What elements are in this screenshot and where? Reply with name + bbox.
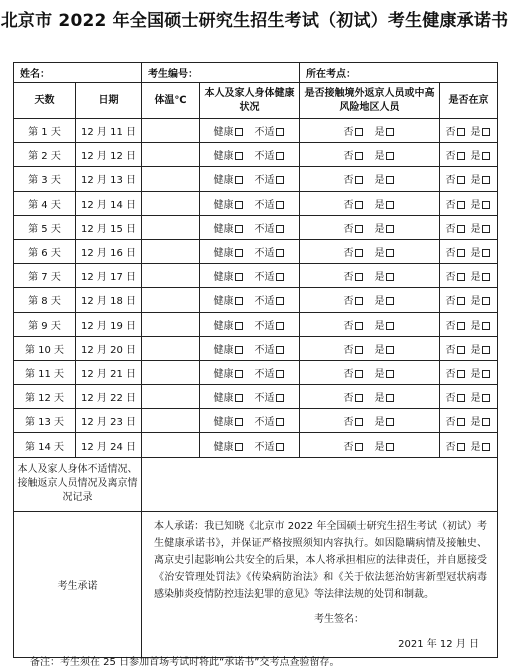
in-beijing-choice: 否 是	[440, 167, 498, 191]
unwell-checkbox[interactable]	[276, 394, 284, 402]
beijing-no-checkbox[interactable]	[457, 346, 465, 354]
contact-yes-checkbox[interactable]	[386, 418, 394, 426]
contact-yes-checkbox[interactable]	[386, 273, 394, 281]
header-contact: 是否接触境外返京人员或中高风险地区人员	[300, 83, 440, 119]
contact-choice: 否 是	[300, 239, 440, 263]
contact-choice: 否 是	[300, 360, 440, 384]
date-cell: 12 月 14 日	[76, 191, 142, 215]
in-beijing-choice: 否 是	[440, 191, 498, 215]
beijing-no-checkbox[interactable]	[457, 176, 465, 184]
date-cell: 12 月 17 日	[76, 264, 142, 288]
header-in-beijing: 是否在京	[440, 83, 498, 119]
table-row	[14, 239, 498, 263]
contact-yes-checkbox[interactable]	[386, 394, 394, 402]
health-choice: 健康 不适	[200, 409, 300, 433]
exam-site-field[interactable]: 所在考点：	[300, 63, 498, 83]
in-beijing-choice: 否 是	[440, 239, 498, 263]
contact-no-checkbox[interactable]	[355, 201, 363, 209]
promise-cell	[142, 511, 498, 657]
temperature-input[interactable]	[142, 385, 200, 409]
health-choice: 健康 不适	[200, 360, 300, 384]
beijing-no-checkbox[interactable]	[457, 225, 465, 233]
unwell-checkbox[interactable]	[276, 346, 284, 354]
beijing-no-checkbox[interactable]	[457, 418, 465, 426]
contact-choice: 否 是	[300, 191, 440, 215]
health-choice: 健康 不适	[200, 312, 300, 336]
healthy-checkbox[interactable]	[235, 128, 243, 136]
healthy-checkbox[interactable]	[235, 443, 243, 451]
contact-choice: 否 是	[300, 119, 440, 143]
health-choice: 健康 不适	[200, 143, 300, 167]
contact-no-checkbox[interactable]	[355, 418, 363, 426]
health-form-table	[13, 62, 498, 658]
contact-yes-checkbox[interactable]	[386, 346, 394, 354]
unwell-checkbox[interactable]	[276, 322, 284, 330]
contact-no-checkbox[interactable]	[355, 249, 363, 257]
in-beijing-choice: 否 是	[440, 312, 498, 336]
contact-no-checkbox[interactable]	[355, 273, 363, 281]
beijing-yes-checkbox[interactable]	[482, 394, 490, 402]
in-beijing-choice: 否 是	[440, 336, 498, 360]
table-row	[14, 288, 498, 312]
beijing-no-checkbox[interactable]	[457, 273, 465, 281]
temperature-input[interactable]	[142, 288, 200, 312]
date-cell: 12 月 13 日	[76, 167, 142, 191]
unwell-checkbox[interactable]	[276, 443, 284, 451]
in-beijing-choice: 否 是	[440, 288, 498, 312]
date-cell: 12 月 23 日	[76, 409, 142, 433]
temperature-input[interactable]	[142, 433, 200, 457]
table-row	[14, 312, 498, 336]
beijing-yes-checkbox[interactable]	[482, 370, 490, 378]
healthy-checkbox[interactable]	[235, 297, 243, 305]
contact-no-checkbox[interactable]	[355, 394, 363, 402]
beijing-yes-checkbox[interactable]	[482, 443, 490, 451]
table-row	[14, 360, 498, 384]
contact-choice: 否 是	[300, 143, 440, 167]
in-beijing-choice: 否 是	[440, 385, 498, 409]
health-choice: 健康 不适	[200, 264, 300, 288]
beijing-yes-checkbox[interactable]	[482, 225, 490, 233]
beijing-no-checkbox[interactable]	[457, 394, 465, 402]
sign-date: 2021 年 12 月 日	[398, 638, 479, 650]
beijing-no-checkbox[interactable]	[457, 297, 465, 305]
day-cell: 第 7 天	[14, 264, 76, 288]
temperature-input[interactable]	[142, 264, 200, 288]
day-cell: 第 5 天	[14, 215, 76, 239]
date-cell: 12 月 18 日	[76, 288, 142, 312]
signature-line[interactable]: 考生签名：	[314, 613, 364, 625]
date-cell: 12 月 12 日	[76, 143, 142, 167]
beijing-yes-checkbox[interactable]	[482, 249, 490, 257]
beijing-yes-checkbox[interactable]	[482, 346, 490, 354]
contact-choice: 否 是	[300, 409, 440, 433]
beijing-no-checkbox[interactable]	[457, 249, 465, 257]
date-cell: 12 月 20 日	[76, 336, 142, 360]
beijing-no-checkbox[interactable]	[457, 128, 465, 136]
unwell-checkbox[interactable]	[276, 201, 284, 209]
unwell-checkbox[interactable]	[276, 297, 284, 305]
contact-yes-checkbox[interactable]	[386, 249, 394, 257]
beijing-yes-checkbox[interactable]	[482, 128, 490, 136]
contact-yes-checkbox[interactable]	[386, 176, 394, 184]
health-choice: 健康 不适	[200, 336, 300, 360]
in-beijing-choice: 否 是	[440, 360, 498, 384]
unwell-checkbox[interactable]	[276, 128, 284, 136]
contact-no-checkbox[interactable]	[355, 225, 363, 233]
in-beijing-choice: 否 是	[440, 433, 498, 457]
in-beijing-choice: 否 是	[440, 119, 498, 143]
day-cell: 第 10 天	[14, 336, 76, 360]
table-row	[14, 167, 498, 191]
day-cell: 第 2 天	[14, 143, 76, 167]
in-beijing-choice: 否 是	[440, 264, 498, 288]
healthy-checkbox[interactable]	[235, 394, 243, 402]
contact-no-checkbox[interactable]	[355, 128, 363, 136]
beijing-yes-checkbox[interactable]	[482, 297, 490, 305]
contact-choice: 否 是	[300, 385, 440, 409]
table-row	[14, 385, 498, 409]
health-choice: 健康 不适	[200, 167, 300, 191]
contact-yes-checkbox[interactable]	[386, 443, 394, 451]
unwell-checkbox[interactable]	[276, 418, 284, 426]
day-cell: 第 4 天	[14, 191, 76, 215]
note-field[interactable]	[142, 457, 498, 511]
beijing-yes-checkbox[interactable]	[482, 322, 490, 330]
table-row	[14, 143, 498, 167]
name-field[interactable]: 姓名：	[14, 63, 142, 83]
temperature-input[interactable]	[142, 360, 200, 384]
day-cell: 第 12 天	[14, 385, 76, 409]
temperature-input[interactable]	[142, 409, 200, 433]
table-row	[14, 215, 498, 239]
healthy-checkbox[interactable]	[235, 176, 243, 184]
healthy-checkbox[interactable]	[235, 346, 243, 354]
temperature-input[interactable]	[142, 336, 200, 360]
temperature-input[interactable]	[142, 143, 200, 167]
contact-choice: 否 是	[300, 167, 440, 191]
contact-no-checkbox[interactable]	[355, 322, 363, 330]
contact-choice: 否 是	[300, 215, 440, 239]
contact-choice: 否 是	[300, 336, 440, 360]
contact-choice: 否 是	[300, 264, 440, 288]
beijing-no-checkbox[interactable]	[457, 201, 465, 209]
contact-yes-checkbox[interactable]	[386, 322, 394, 330]
beijing-yes-checkbox[interactable]	[482, 418, 490, 426]
table-row	[14, 336, 498, 360]
date-cell: 12 月 16 日	[76, 239, 142, 263]
unwell-checkbox[interactable]	[276, 225, 284, 233]
contact-choice: 否 是	[300, 312, 440, 336]
unwell-checkbox[interactable]	[276, 152, 284, 160]
beijing-yes-checkbox[interactable]	[482, 273, 490, 281]
table-row	[14, 191, 498, 215]
table-row	[14, 119, 498, 143]
healthy-checkbox[interactable]	[235, 249, 243, 257]
temperature-input[interactable]	[142, 215, 200, 239]
beijing-no-checkbox[interactable]	[457, 370, 465, 378]
promise-label: 考生承诺	[14, 511, 142, 657]
in-beijing-choice: 否 是	[440, 215, 498, 239]
day-cell: 第 6 天	[14, 239, 76, 263]
header-temperature: 体温℃	[142, 83, 200, 119]
beijing-no-checkbox[interactable]	[457, 443, 465, 451]
health-choice: 健康 不适	[200, 119, 300, 143]
contact-no-checkbox[interactable]	[355, 443, 363, 451]
unwell-checkbox[interactable]	[276, 249, 284, 257]
note-row	[14, 457, 498, 511]
promise-text: 本人承诺：我已知晓《北京市 2022 年全国硕士研究生招生考试（初试）考生健康承诺书》，并保证严格按照须知内容执行。如因隐瞒病情及接触史、离京史引起影响公共安全的后果，本人将承担相应的法律责任，并自愿接受《治安管理处罚法》《传染病防治法》和《关于依法惩治妨害新型冠状病毒感染肺炎疫情防控违法犯罪的意见》等法律法规的处罚和制裁。	[154, 520, 487, 600]
footnote: 备注：考生须在 25 日参加首场考试时将此“承诺书”交考点查验留存。	[30, 657, 340, 668]
healthy-checkbox[interactable]	[235, 370, 243, 378]
healthy-checkbox[interactable]	[235, 152, 243, 160]
healthy-checkbox[interactable]	[235, 225, 243, 233]
date-cell: 12 月 21 日	[76, 360, 142, 384]
day-cell: 第 8 天	[14, 288, 76, 312]
beijing-yes-checkbox[interactable]	[482, 176, 490, 184]
header-date: 日期	[76, 83, 142, 119]
contact-no-checkbox[interactable]	[355, 346, 363, 354]
date-cell: 12 月 15 日	[76, 215, 142, 239]
health-choice: 健康 不适	[200, 385, 300, 409]
contact-yes-checkbox[interactable]	[386, 297, 394, 305]
beijing-no-checkbox[interactable]	[457, 152, 465, 160]
healthy-checkbox[interactable]	[235, 418, 243, 426]
unwell-checkbox[interactable]	[276, 370, 284, 378]
day-cell: 第 1 天	[14, 119, 76, 143]
date-cell: 12 月 19 日	[76, 312, 142, 336]
temperature-input[interactable]	[142, 191, 200, 215]
table-row	[14, 433, 498, 457]
info-row	[14, 63, 498, 83]
healthy-checkbox[interactable]	[235, 322, 243, 330]
temperature-input[interactable]	[142, 119, 200, 143]
temperature-input[interactable]	[142, 167, 200, 191]
contact-no-checkbox[interactable]	[355, 176, 363, 184]
table-row	[14, 409, 498, 433]
page-title: 北京市 2022 年全国硕士研究生招生考试（初试）考生健康承诺书	[0, 11, 509, 31]
temperature-input[interactable]	[142, 239, 200, 263]
exam-number-field[interactable]: 考生编号：	[142, 63, 300, 83]
contact-yes-checkbox[interactable]	[386, 201, 394, 209]
contact-no-checkbox[interactable]	[355, 152, 363, 160]
contact-yes-checkbox[interactable]	[386, 225, 394, 233]
date-cell: 12 月 24 日	[76, 433, 142, 457]
contact-yes-checkbox[interactable]	[386, 370, 394, 378]
contact-choice: 否 是	[300, 288, 440, 312]
date-cell: 12 月 11 日	[76, 119, 142, 143]
date-cell: 12 月 22 日	[76, 385, 142, 409]
day-cell: 第 3 天	[14, 167, 76, 191]
health-choice: 健康 不适	[200, 288, 300, 312]
beijing-yes-checkbox[interactable]	[482, 152, 490, 160]
health-choice: 健康 不适	[200, 215, 300, 239]
contact-yes-checkbox[interactable]	[386, 152, 394, 160]
note-label: 本人及家人身体不适情况、接触返京人员情况及离京情况记录	[14, 457, 142, 511]
temperature-input[interactable]	[142, 312, 200, 336]
contact-no-checkbox[interactable]	[355, 297, 363, 305]
beijing-no-checkbox[interactable]	[457, 322, 465, 330]
day-cell: 第 14 天	[14, 433, 76, 457]
unwell-checkbox[interactable]	[276, 176, 284, 184]
contact-choice: 否 是	[300, 433, 440, 457]
table-row	[14, 264, 498, 288]
column-header-row	[14, 83, 498, 119]
contact-no-checkbox[interactable]	[355, 370, 363, 378]
header-day: 天数	[14, 83, 76, 119]
header-health: 本人及家人身体健康状况	[200, 83, 300, 119]
contact-yes-checkbox[interactable]	[386, 128, 394, 136]
health-choice: 健康 不适	[200, 433, 300, 457]
healthy-checkbox[interactable]	[235, 201, 243, 209]
health-choice: 健康 不适	[200, 191, 300, 215]
unwell-checkbox[interactable]	[276, 273, 284, 281]
promise-row	[14, 511, 498, 657]
healthy-checkbox[interactable]	[235, 273, 243, 281]
in-beijing-choice: 否 是	[440, 143, 498, 167]
day-cell: 第 11 天	[14, 360, 76, 384]
day-cell: 第 13 天	[14, 409, 76, 433]
health-choice: 健康 不适	[200, 239, 300, 263]
beijing-yes-checkbox[interactable]	[482, 201, 490, 209]
in-beijing-choice: 否 是	[440, 409, 498, 433]
day-cell: 第 9 天	[14, 312, 76, 336]
